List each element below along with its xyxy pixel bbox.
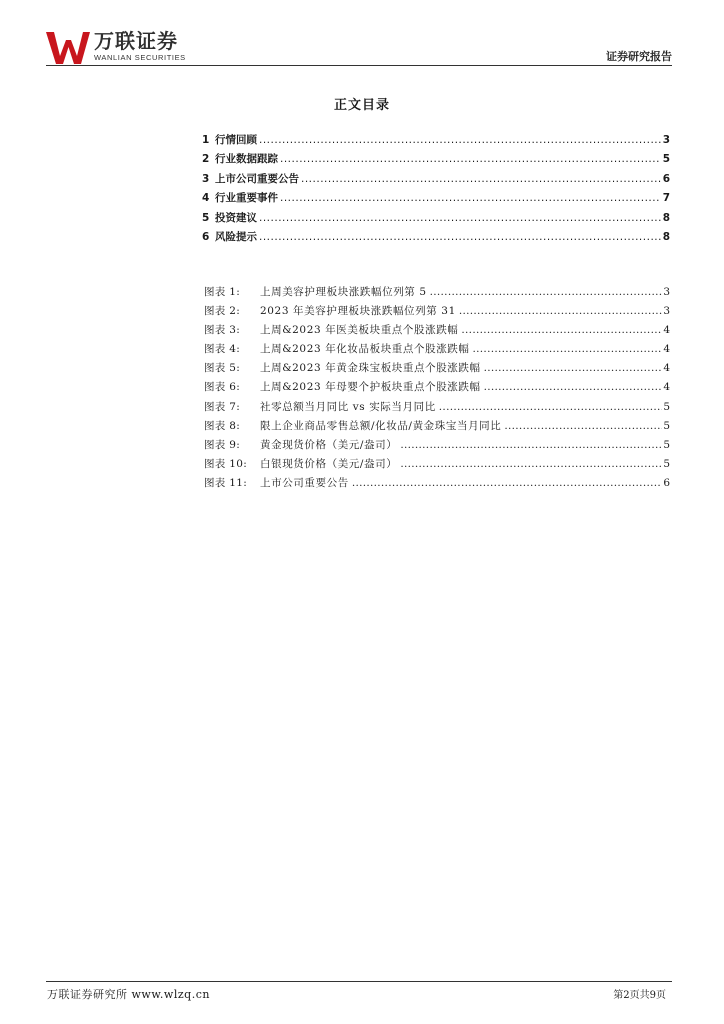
- table-of-contents: [202, 132, 670, 248]
- figure-list-item[interactable]: [204, 322, 670, 341]
- figure-page: 4: [663, 362, 670, 375]
- toc-title: 正文目录: [333, 98, 390, 113]
- figure-title: 上周&2023 年黄金珠宝板块重点个股涨跌幅: [260, 362, 481, 375]
- toc-item-label: 风险提示: [215, 230, 257, 243]
- toc-item-number: 6: [202, 230, 210, 243]
- toc-item-page: 8: [662, 230, 670, 243]
- figure-leader-dots: [430, 286, 663, 298]
- figure-label: 图表 6:: [204, 381, 241, 394]
- toc-item-label: 行业数据跟踪: [215, 153, 278, 166]
- figure-list-item[interactable]: [204, 418, 670, 437]
- figure-page: 5: [663, 457, 670, 470]
- toc-item-page: 5: [662, 153, 670, 166]
- header-divider: [46, 65, 672, 66]
- figure-list-item[interactable]: [204, 284, 670, 303]
- figure-leader-dots: [352, 477, 663, 489]
- toc-leader-dots: [259, 212, 661, 224]
- page-header: [0, 0, 724, 70]
- figure-title: 上周&2023 年化妆品板块重点个股涨跌幅: [260, 343, 470, 356]
- figure-label: 图表 1:: [204, 286, 241, 298]
- figure-label: 图表 11:: [204, 476, 248, 489]
- figure-page: 4: [663, 381, 670, 394]
- footer-publisher: 万联证券研究所 www.wlzq.cn: [47, 988, 210, 1001]
- toc-item[interactable]: [202, 190, 670, 209]
- figure-leader-dots: [439, 401, 663, 413]
- toc-item[interactable]: [202, 132, 670, 151]
- figure-page: 5: [663, 438, 670, 451]
- figure-list-item[interactable]: [204, 360, 670, 379]
- figure-list-item[interactable]: [204, 437, 670, 456]
- figure-leader-dots: [484, 381, 663, 393]
- figure-list-item[interactable]: [204, 399, 670, 418]
- toc-leader-dots: [280, 192, 661, 204]
- figure-label: 图表 10:: [204, 457, 248, 470]
- toc-item-page: 3: [662, 134, 670, 146]
- figure-label: 图表 9:: [204, 438, 241, 451]
- toc-item-number: 4: [202, 192, 210, 205]
- toc-item[interactable]: [202, 171, 670, 190]
- figure-label: 图表 2:: [204, 305, 241, 318]
- toc-item-number: 2: [202, 153, 210, 166]
- figure-label: 图表 4:: [204, 343, 241, 356]
- toc-item-page: 7: [662, 192, 670, 205]
- toc-item-number: 1: [202, 134, 210, 146]
- figure-title: 黄金现货价格（美元/盎司）: [260, 438, 398, 451]
- figure-page: 5: [663, 419, 670, 432]
- figure-title: 上周美容护理板块涨跌幅位列第 5: [260, 286, 427, 298]
- figure-page: 5: [663, 400, 670, 413]
- footer-page-number: 第2页共9页: [613, 990, 666, 1001]
- toc-item-label: 投资建议: [215, 211, 257, 224]
- figure-leader-dots: [484, 362, 663, 374]
- figure-page: 4: [663, 324, 670, 337]
- figure-leader-dots: [504, 420, 662, 432]
- figure-list-item[interactable]: [204, 475, 670, 494]
- toc-leader-dots: [259, 231, 661, 243]
- figure-list: [204, 284, 670, 494]
- figure-list-item[interactable]: [204, 456, 670, 475]
- figure-title: 社零总额当月同比 vs 实际当月同比: [260, 400, 436, 413]
- figure-title: 2023 年美容护理板块涨跌幅位列第 31: [260, 305, 456, 318]
- toc-item-page: 8: [662, 211, 670, 224]
- toc-item-label: 上市公司重要公告: [215, 172, 299, 185]
- figure-label: 图表 5:: [204, 362, 241, 375]
- toc-item-label: 行情回顾: [215, 134, 257, 146]
- toc-leader-dots: [259, 134, 661, 146]
- company-logo: [46, 30, 186, 66]
- figure-list-item[interactable]: [204, 379, 670, 398]
- figure-title: 上周&2023 年母婴个护板块重点个股涨跌幅: [260, 381, 481, 394]
- wanlian-logo-mark-icon: [46, 30, 90, 66]
- toc-item-page: 6: [662, 172, 670, 185]
- figure-label: 图表 7:: [204, 400, 241, 413]
- figure-label: 图表 8:: [204, 419, 241, 432]
- figure-label: 图表 3:: [204, 324, 241, 337]
- figure-list-item[interactable]: [204, 341, 670, 360]
- figure-leader-dots: [473, 343, 663, 355]
- toc-leader-dots: [301, 173, 661, 185]
- figure-title: 上市公司重要公告: [260, 476, 349, 489]
- figure-title: 白银现货价格（美元/盎司）: [260, 457, 398, 470]
- figure-page: 4: [663, 343, 670, 356]
- toc-leader-dots: [280, 153, 661, 165]
- toc-item[interactable]: [202, 229, 670, 248]
- figure-leader-dots: [400, 439, 662, 451]
- toc-item[interactable]: [202, 151, 670, 170]
- logo-english-name: WANLIAN SECURITIES: [94, 53, 186, 62]
- logo-chinese-name: 万联证券: [94, 29, 178, 53]
- figure-page: 6: [663, 476, 670, 489]
- toc-item[interactable]: [202, 210, 670, 229]
- footer-divider: [46, 981, 672, 982]
- figure-title: 限上企业商品零售总额/化妆品/黄金珠宝当月同比: [260, 419, 502, 432]
- figure-leader-dots: [459, 305, 662, 317]
- figure-title: 上周&2023 年医美板块重点个股涨跌幅: [260, 324, 459, 337]
- figure-list-item[interactable]: [204, 303, 670, 322]
- toc-item-label: 行业重要事件: [215, 192, 278, 205]
- figure-page: 3: [663, 305, 670, 318]
- figure-page: 3: [663, 286, 670, 298]
- report-type-label: 证券研究报告: [606, 50, 672, 63]
- toc-item-number: 3: [202, 172, 210, 185]
- figure-leader-dots: [400, 458, 662, 470]
- figure-leader-dots: [461, 324, 662, 336]
- toc-item-number: 5: [202, 211, 210, 224]
